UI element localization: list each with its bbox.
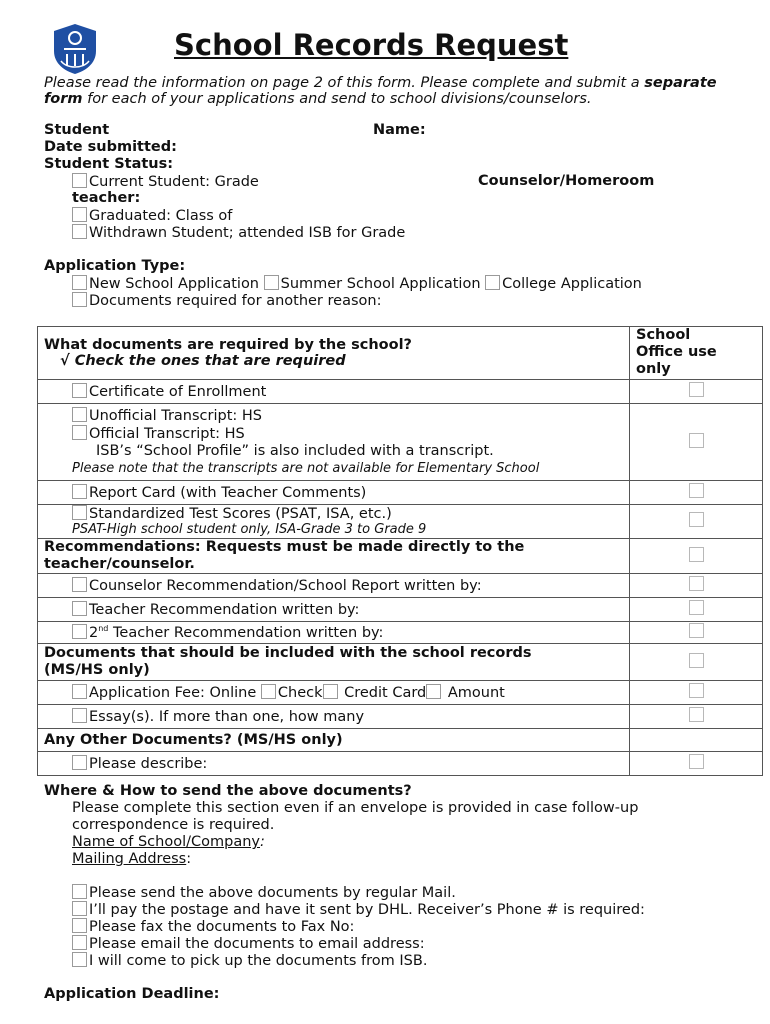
name-label: Name: [373,122,426,138]
office-use-line-3: only [636,361,671,377]
office-use-line-2: Office use [636,344,717,360]
send-line-2: correspondence is required. [72,817,275,833]
fee-check-label: Check [277,685,323,701]
application-type-label: Application Type: [44,258,186,274]
describe-checkbox[interactable] [72,755,87,770]
transcript-note: Please note that the transcripts are not available for Elementary School [72,461,540,476]
dhl-label: I’ll pay the postage and have it sent by DHL. Receiver’s Phone # is required: [89,902,645,918]
table-row [38,574,763,598]
table-row [38,681,763,705]
send-option [72,884,456,901]
email-label: Please email the documents to email address: [89,936,425,952]
fee-online-checkbox[interactable] [72,684,87,699]
documents-table [37,326,763,776]
application-type-options [72,275,642,292]
fee-amount-label: Amount [447,685,505,701]
check-instruction: √ Check the ones that are required [60,353,346,369]
send-option [72,935,425,952]
office-checkbox[interactable] [689,382,704,397]
college-checkbox[interactable] [485,275,500,290]
withdrawn-label: Withdrawn Student; attended ISB for Grade [89,225,406,241]
fax-label: Please fax the documents to Fax No: [89,919,355,935]
office-use-line-1: School [636,327,691,343]
question-label: What documents are required by the school? [44,337,412,353]
other-documents-header: Any Other Documents? (MS/HS only) [38,729,630,752]
intro-text-2: for each of your applications and send to school divisions/counselors. [82,91,592,107]
office-checkbox[interactable] [689,547,704,562]
office-checkbox[interactable] [689,600,704,615]
report-card-label: Report Card (with Teacher Comments) [89,485,367,501]
school-name-colon: : [259,834,265,850]
table-header-row [38,327,763,380]
table-row [38,622,763,644]
second-num: 2 [89,625,99,641]
counselor-label: Counselor/Homeroom [478,173,655,189]
report-card-checkbox[interactable] [72,484,87,499]
mailing-row [72,851,191,867]
fax-checkbox[interactable] [72,918,87,933]
certificate-label: Certificate of Enrollment [89,384,267,400]
table-row [38,705,763,729]
essay-label: Essay(s). If more than one, how many [89,709,365,725]
intro-line-1 [44,75,717,91]
new-school-label: New School Application [89,276,259,292]
table-row [38,644,763,681]
other-reason-label: Documents required for another reason: [89,293,382,309]
fee-label: Application Fee: Online [89,685,257,701]
intro-bold-form: form [44,91,83,107]
fee-amount-checkbox[interactable] [426,684,441,699]
office-checkbox[interactable] [689,754,704,769]
dhl-checkbox[interactable] [72,901,87,916]
date-submitted-label: Date submitted: [44,139,177,155]
office-checkbox[interactable] [689,483,704,498]
pickup-label: I will come to pick up the documents from ISB. [89,953,428,969]
office-checkbox[interactable] [689,512,704,527]
second-teacher-rec-checkbox[interactable] [72,624,87,639]
teacher-label: teacher: [72,190,141,206]
pickup-checkbox[interactable] [72,952,87,967]
table-row [38,539,763,574]
deadline-label: Application Deadline: [44,986,220,1002]
office-checkbox[interactable] [689,576,704,591]
office-checkbox[interactable] [689,683,704,698]
table-row [38,752,763,776]
status-withdrawn [72,224,405,241]
student-label: Student [44,122,110,138]
other-reason-checkbox[interactable] [72,292,87,307]
student-status-label: Student Status: [44,156,174,172]
mailing-label: Mailing Address [72,851,187,867]
office-checkbox[interactable] [689,707,704,722]
college-label: College Application [502,276,642,292]
current-student-checkbox[interactable] [72,173,87,188]
second-teacher-rec-label: Teacher Recommendation written by: [108,625,384,641]
mail-checkbox[interactable] [72,884,87,899]
teacher-rec-checkbox[interactable] [72,601,87,616]
table-row [38,729,763,752]
office-use-header [630,327,763,380]
new-school-checkbox[interactable] [72,275,87,290]
send-header: Where & How to send the above documents? [44,783,412,799]
fee-check-checkbox[interactable] [261,684,276,699]
recommendations-header-1: Recommendations: Requests must be made directly to the [44,539,525,555]
school-name-row [72,834,265,850]
school-logo [52,23,98,75]
fee-credit-checkbox[interactable] [323,684,338,699]
school-profile-note: ISB’s “School Profile” is also included with a transcript. [96,443,494,459]
fee-credit-label: Credit Card [344,685,427,701]
table-question-cell [38,327,630,380]
essay-checkbox[interactable] [72,708,87,723]
page-title: School Records Request [174,28,569,62]
table-row [38,380,763,404]
counselor-rec-label: Counselor Recommendation/School Report written by: [89,578,482,594]
unofficial-transcript-label: Unofficial Transcript: HS [89,408,262,424]
status-graduated [72,207,232,224]
official-transcript-checkbox[interactable] [72,425,87,440]
table-row [38,481,763,505]
intro-text-1: Please read the information on page 2 of this form. Please complete and submit a [44,75,645,91]
status-current [72,173,259,190]
teacher-rec-label: Teacher Recommendation written by: [89,602,360,618]
send-line-1: Please complete this section even if an envelope is provided in case follow-up [72,800,639,816]
unofficial-transcript-checkbox[interactable] [72,407,87,422]
second-sup: nd [98,624,109,633]
documents-header-1: Documents that should be included with the school records [44,645,532,661]
send-option [72,952,427,969]
email-checkbox[interactable] [72,935,87,950]
documents-header-2: (MS/HS only) [44,662,150,678]
summer-school-checkbox[interactable] [264,275,279,290]
table-row [38,404,763,481]
test-scores-note: PSAT-High school student only, ISA-Grade 3 to Grade 9 [72,522,427,537]
send-option [72,918,354,935]
other-reason-row [72,292,381,309]
graduated-checkbox[interactable] [72,207,87,222]
test-scores-label: Standardized Test Scores (PSAT, ISA, etc.) [89,506,392,522]
office-checkbox[interactable] [689,433,704,448]
mail-label: Please send the above documents by regular Mail. [89,885,456,901]
office-checkbox[interactable] [689,623,704,638]
test-scores-checkbox[interactable] [72,505,87,520]
mailing-colon: : [186,851,192,867]
intro-bold-separate: separate [644,75,717,91]
current-student-label: Current Student: Grade [89,174,259,190]
graduated-label: Graduated: Class of [89,208,233,224]
describe-label: Please describe: [89,756,208,772]
school-name-label: Name of School/Company [72,834,260,850]
official-transcript-label: Official Transcript: HS [89,426,245,442]
recommendations-header-2: teacher/counselor. [44,556,195,572]
withdrawn-checkbox[interactable] [72,224,87,239]
summer-school-label: Summer School Application [280,276,481,292]
intro-line-2 [44,91,592,107]
certificate-checkbox[interactable] [72,383,87,398]
send-option [72,901,645,918]
office-checkbox[interactable] [689,653,704,668]
table-row [38,505,763,539]
counselor-rec-checkbox[interactable] [72,577,87,592]
table-row [38,598,763,622]
